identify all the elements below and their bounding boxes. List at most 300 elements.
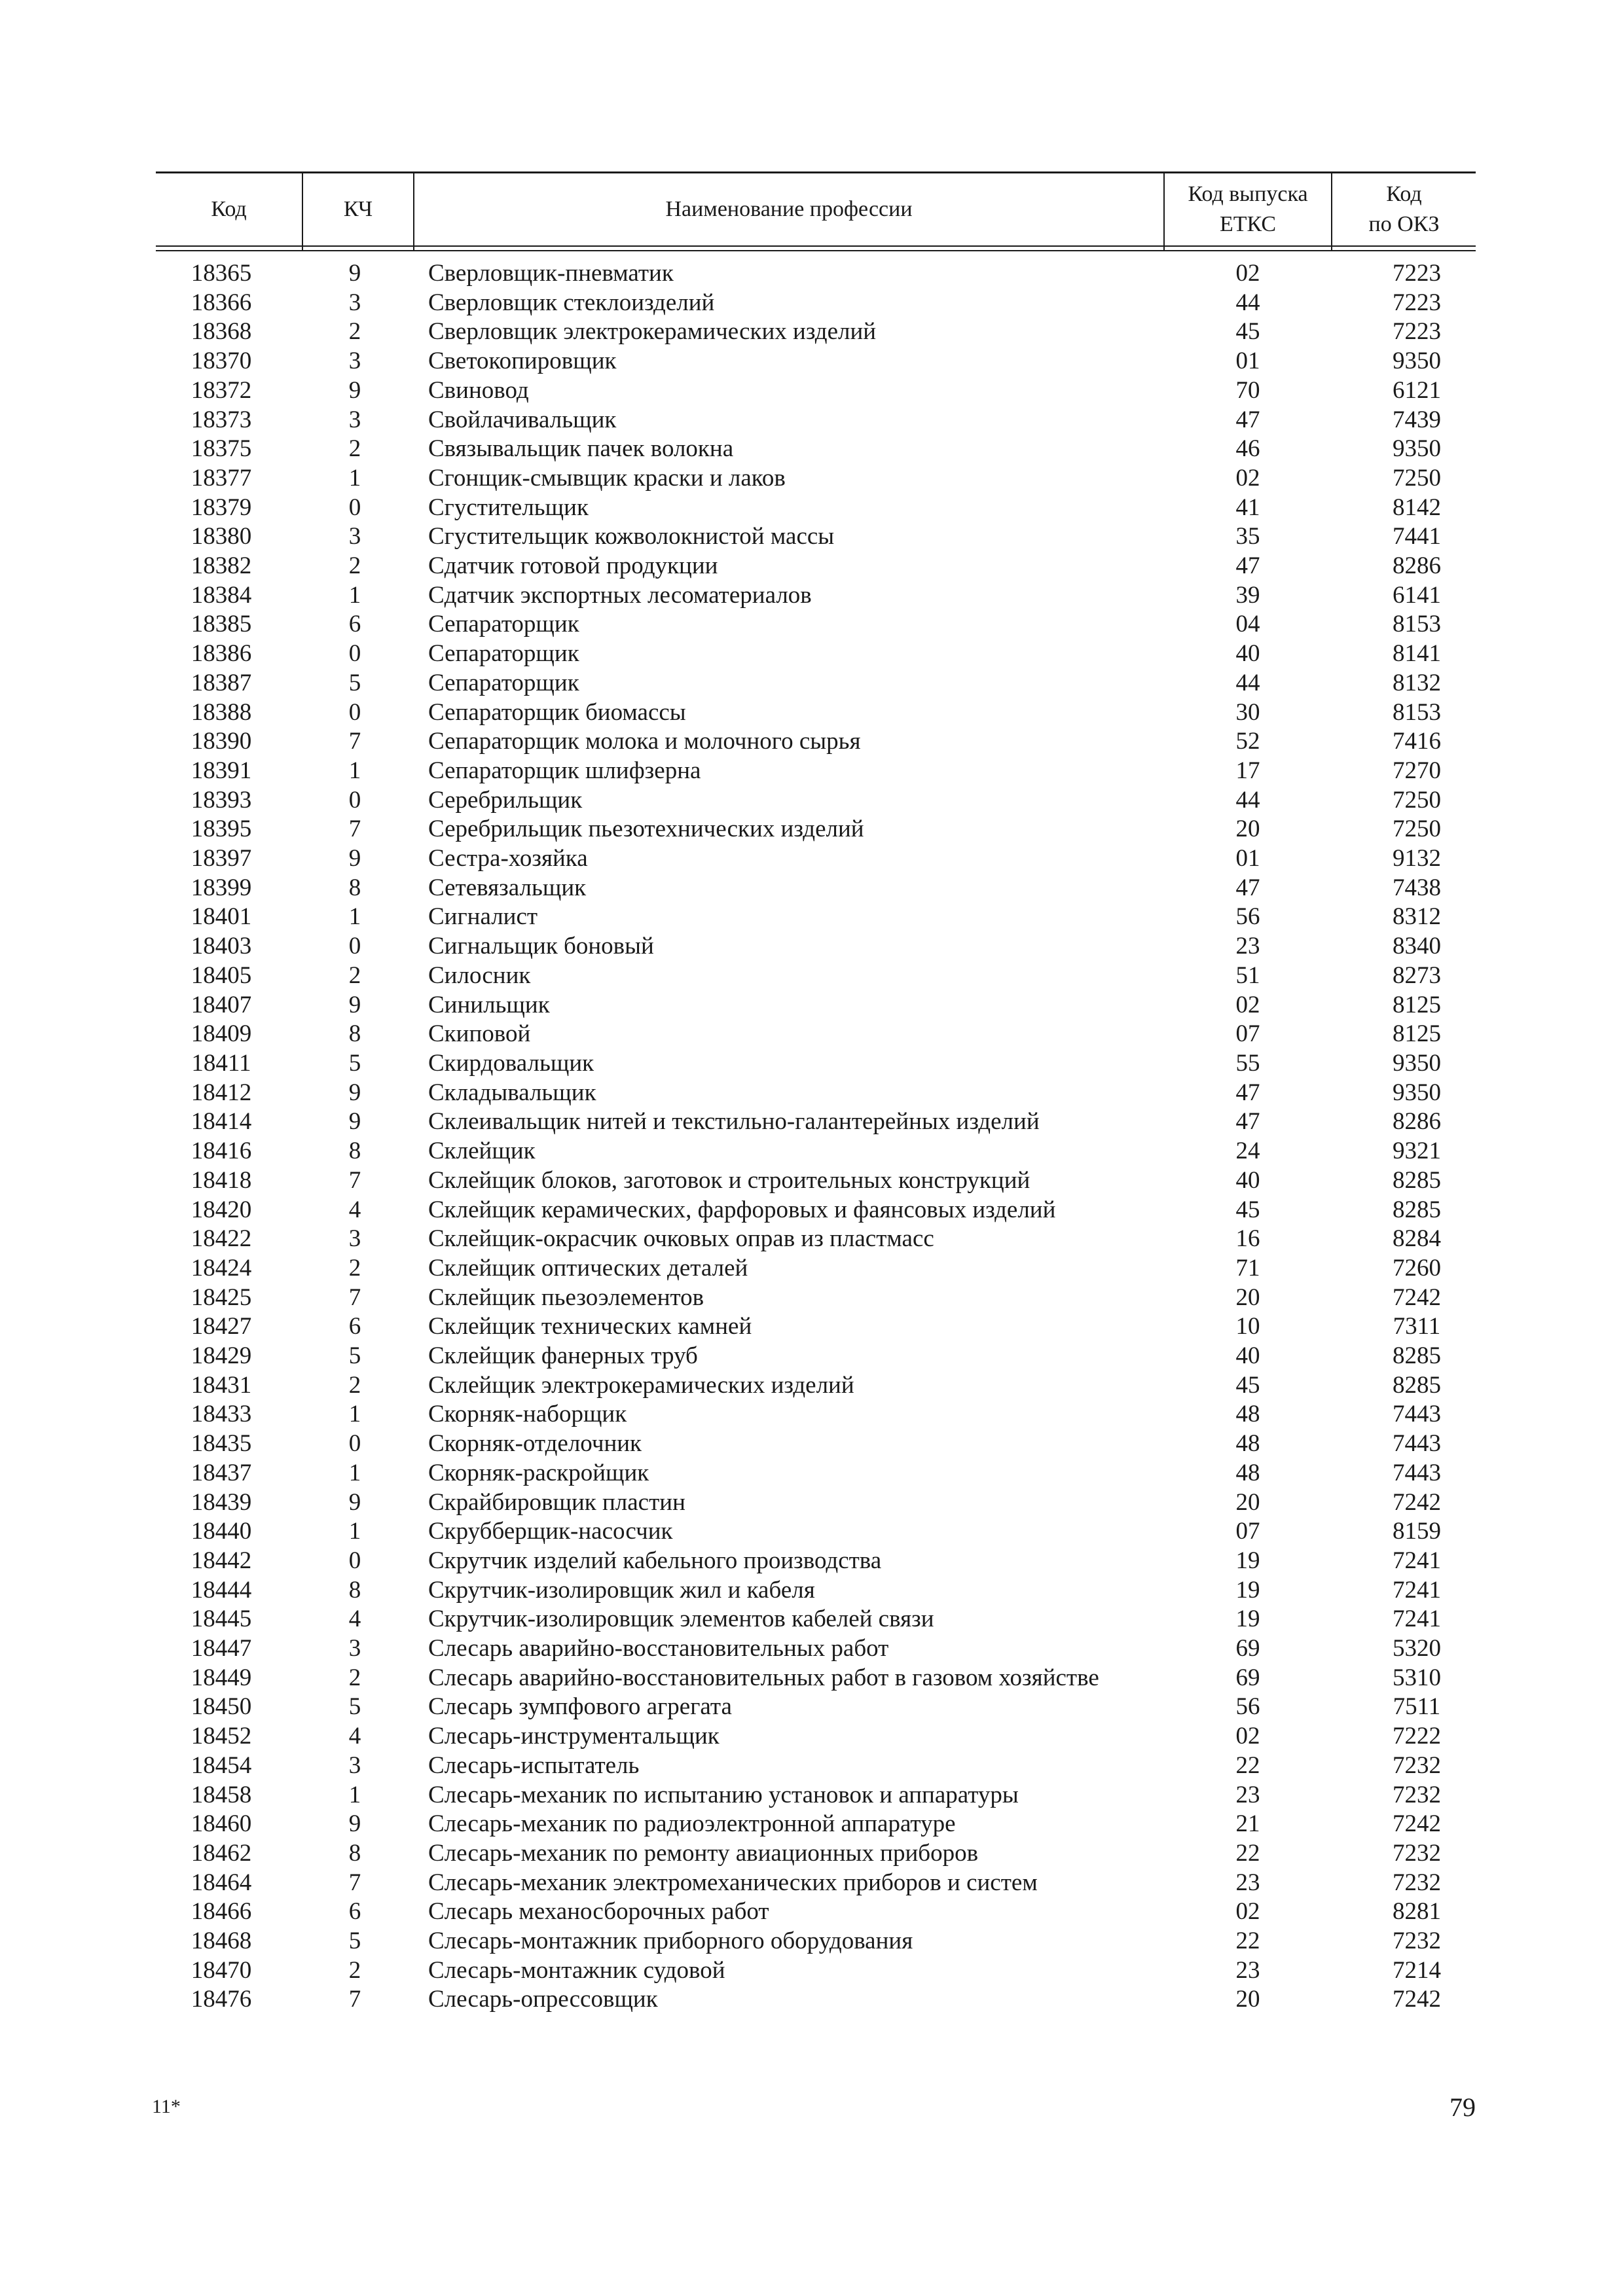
cell-name: Сепараторщик шлифзерна xyxy=(428,757,701,784)
cell-kch: 0 xyxy=(348,698,361,726)
professions-table xyxy=(156,171,1476,2015)
table-row xyxy=(156,1488,1476,1518)
cell-okz: 6121 xyxy=(1393,376,1441,404)
cell-name: Сгонщик-смывщик краски и лаков xyxy=(428,464,786,492)
cell-kch: 3 xyxy=(348,348,361,375)
table-row xyxy=(156,1897,1476,1927)
cell-etks: 30 xyxy=(1235,698,1260,726)
cell-okz: 8132 xyxy=(1393,669,1441,696)
table-row xyxy=(156,1400,1476,1429)
cell-kch: 2 xyxy=(348,1956,361,1984)
table-row xyxy=(156,874,1476,903)
professions-table-wrapper xyxy=(156,171,1476,2015)
cell-kod: 18399 xyxy=(191,874,252,901)
cell-name: Склейщик керамических, фарфоровых и фаянсовых изделий xyxy=(428,1196,1056,1223)
header-etks-line1: Код выпуска xyxy=(1188,182,1308,206)
table-row xyxy=(156,1137,1476,1166)
cell-okz: 8312 xyxy=(1393,903,1441,931)
table-row xyxy=(156,522,1476,552)
cell-etks: 35 xyxy=(1235,523,1260,550)
cell-okz: 5320 xyxy=(1393,1635,1441,1662)
cell-name: Слесарь аварийно-восстановительных работ в газовом хозяйстве xyxy=(428,1664,1099,1691)
table-row xyxy=(156,251,1476,289)
cell-okz: 8153 xyxy=(1393,698,1441,726)
cell-name: Слесарь-механик по ремонту авиационных приборов xyxy=(428,1839,979,1867)
cell-name: Сверловщик-пневматик xyxy=(428,260,674,287)
table-row xyxy=(156,435,1476,464)
cell-kch: 0 xyxy=(348,786,361,814)
cell-kch: 7 xyxy=(348,1166,361,1194)
cell-okz: 6141 xyxy=(1393,581,1441,609)
cell-name: Скирдовальщик xyxy=(428,1049,594,1077)
header-okz-line2: по ОКЗ xyxy=(1368,212,1440,236)
cell-kod: 18375 xyxy=(191,435,252,463)
cell-etks: 48 xyxy=(1235,1401,1260,1428)
cell-kod: 18405 xyxy=(191,961,252,989)
table-row xyxy=(156,1605,1476,1634)
cell-etks: 23 xyxy=(1235,1869,1260,1896)
cell-kod: 18390 xyxy=(191,728,252,755)
cell-okz: 8153 xyxy=(1393,611,1441,638)
cell-kch: 2 xyxy=(348,435,361,463)
table-row xyxy=(156,961,1476,991)
cell-okz: 7242 xyxy=(1393,1986,1441,2013)
cell-kod: 18429 xyxy=(191,1342,252,1370)
cell-kod: 18397 xyxy=(191,845,252,872)
cell-okz: 7232 xyxy=(1393,1869,1441,1896)
cell-okz: 7242 xyxy=(1393,1488,1441,1516)
table-row xyxy=(156,1781,1476,1810)
cell-okz: 7250 xyxy=(1393,786,1441,814)
cell-okz: 7270 xyxy=(1393,757,1441,784)
cell-name: Сверловщик электрокерамических изделий xyxy=(428,318,877,346)
cell-name: Слесарь аварийно-восстановительных работ xyxy=(428,1635,889,1662)
cell-etks: 45 xyxy=(1235,1371,1260,1399)
cell-etks: 69 xyxy=(1235,1664,1260,1691)
cell-name: Склейщик блоков, заготовок и строительных конструкций xyxy=(428,1166,1030,1194)
header-kch: КЧ xyxy=(302,173,414,247)
cell-kch: 6 xyxy=(348,1898,361,1926)
cell-kod: 18411 xyxy=(191,1049,251,1077)
table-row xyxy=(156,1576,1476,1605)
cell-name: Сгустительщик кожволокнистой массы xyxy=(428,523,835,550)
cell-etks: 40 xyxy=(1235,640,1260,668)
cell-name: Скорняк-отделочник xyxy=(428,1430,642,1458)
table-row xyxy=(156,317,1476,347)
cell-name: Сигнальщик боновый xyxy=(428,933,654,960)
cell-kch: 1 xyxy=(348,903,361,931)
cell-kch: 0 xyxy=(348,933,361,960)
cell-kod: 18449 xyxy=(191,1664,252,1691)
cell-etks: 19 xyxy=(1235,1576,1260,1604)
cell-okz: 9350 xyxy=(1393,348,1441,375)
cell-name: Сдатчик экспортных лесоматериалов xyxy=(428,581,812,609)
table-row xyxy=(156,376,1476,406)
cell-okz: 7443 xyxy=(1393,1430,1441,1458)
cell-name: Сдатчик готовой продукции xyxy=(428,552,718,580)
cell-kch: 3 xyxy=(348,406,361,433)
cell-okz: 7241 xyxy=(1393,1605,1441,1633)
cell-kch: 7 xyxy=(348,816,361,843)
cell-kch: 9 xyxy=(348,1108,361,1136)
cell-kod: 18373 xyxy=(191,406,252,433)
cell-okz: 7242 xyxy=(1393,1283,1441,1311)
cell-etks: 39 xyxy=(1235,581,1260,609)
cell-name: Свойлачивальщик xyxy=(428,406,617,433)
cell-kch: 1 xyxy=(348,464,361,492)
cell-etks: 20 xyxy=(1235,1488,1260,1516)
cell-kch: 4 xyxy=(348,1605,361,1633)
cell-okz: 8281 xyxy=(1393,1898,1441,1926)
cell-okz: 8125 xyxy=(1393,1020,1441,1048)
cell-kod: 18468 xyxy=(191,1928,252,1955)
cell-name: Сепараторщик молока и молочного сырья xyxy=(428,728,861,755)
cell-name: Склейщик электрокерамических изделий xyxy=(428,1371,854,1399)
cell-etks: 07 xyxy=(1235,1518,1260,1545)
cell-kod: 18435 xyxy=(191,1430,252,1458)
cell-etks: 41 xyxy=(1235,493,1260,521)
cell-etks: 20 xyxy=(1235,816,1260,843)
cell-kch: 9 xyxy=(348,845,361,872)
cell-kch: 5 xyxy=(348,1342,361,1370)
cell-okz: 9132 xyxy=(1393,845,1441,872)
cell-etks: 01 xyxy=(1235,348,1260,375)
cell-kod: 18476 xyxy=(191,1986,252,2013)
cell-name: Слесарь-монтажник приборного оборудования xyxy=(428,1928,913,1955)
cell-okz: 8286 xyxy=(1393,1108,1441,1136)
cell-name: Слесарь-монтажник судовой xyxy=(428,1956,725,1984)
cell-etks: 40 xyxy=(1235,1166,1260,1194)
cell-kch: 2 xyxy=(348,1664,361,1691)
cell-kod: 18395 xyxy=(191,816,252,843)
cell-kch: 1 xyxy=(348,1401,361,1428)
cell-okz: 8285 xyxy=(1393,1166,1441,1194)
cell-okz: 9350 xyxy=(1393,435,1441,463)
cell-kch: 2 xyxy=(348,961,361,989)
cell-etks: 44 xyxy=(1235,289,1260,316)
cell-okz: 7223 xyxy=(1393,318,1441,346)
cell-etks: 22 xyxy=(1235,1751,1260,1779)
cell-etks: 02 xyxy=(1235,1898,1260,1926)
cell-kod: 18366 xyxy=(191,289,252,316)
cell-etks: 56 xyxy=(1235,903,1260,931)
cell-kod: 18409 xyxy=(191,1020,252,1048)
table-row xyxy=(156,1810,1476,1839)
cell-etks: 24 xyxy=(1235,1138,1260,1165)
cell-okz: 7443 xyxy=(1393,1401,1441,1428)
cell-etks: 69 xyxy=(1235,1635,1260,1662)
table-row xyxy=(156,1079,1476,1108)
table-row xyxy=(156,289,1476,318)
cell-kod: 18382 xyxy=(191,552,252,580)
cell-name: Склейщик пьезоэлементов xyxy=(428,1283,704,1311)
cell-kch: 2 xyxy=(348,1371,361,1399)
cell-etks: 19 xyxy=(1235,1547,1260,1574)
cell-okz: 7511 xyxy=(1393,1693,1441,1721)
cell-okz: 8285 xyxy=(1393,1196,1441,1223)
cell-kch: 8 xyxy=(348,1576,361,1604)
cell-kod: 18454 xyxy=(191,1751,252,1779)
cell-etks: 45 xyxy=(1235,1196,1260,1223)
cell-okz: 8284 xyxy=(1393,1225,1441,1253)
cell-etks: 51 xyxy=(1235,961,1260,989)
cell-etks: 02 xyxy=(1235,464,1260,492)
cell-okz: 7242 xyxy=(1393,1810,1441,1838)
cell-okz: 7241 xyxy=(1393,1547,1441,1574)
cell-etks: 70 xyxy=(1235,376,1260,404)
cell-name: Сепараторщик xyxy=(428,611,579,638)
cell-kch: 6 xyxy=(348,611,361,638)
cell-etks: 47 xyxy=(1235,874,1260,901)
cell-kch: 0 xyxy=(348,1547,361,1574)
table-row xyxy=(156,610,1476,639)
cell-kod: 18462 xyxy=(191,1839,252,1867)
table-row xyxy=(156,406,1476,435)
cell-kod: 18414 xyxy=(191,1108,252,1136)
cell-kch: 8 xyxy=(348,1020,361,1048)
cell-kod: 18387 xyxy=(191,669,252,696)
cell-name: Склейщик-окрасчик очковых оправ из пластмасс xyxy=(428,1225,934,1253)
table-row xyxy=(156,639,1476,669)
table-row xyxy=(156,1693,1476,1722)
cell-etks: 46 xyxy=(1235,435,1260,463)
cell-kod: 18393 xyxy=(191,786,252,814)
cell-okz: 7443 xyxy=(1393,1459,1441,1486)
table-row xyxy=(156,698,1476,728)
cell-kch: 0 xyxy=(348,1430,361,1458)
cell-name: Склейщик технических камней xyxy=(428,1313,752,1340)
cell-kch: 9 xyxy=(348,1488,361,1516)
table-row xyxy=(156,1517,1476,1547)
cell-kch: 7 xyxy=(348,1283,361,1311)
table-row xyxy=(156,1956,1476,1986)
cell-kod: 18384 xyxy=(191,581,252,609)
cell-name: Склейщик фанерных труб xyxy=(428,1342,698,1370)
table-row xyxy=(156,1722,1476,1751)
cell-kch: 8 xyxy=(348,1138,361,1165)
cell-kod: 18433 xyxy=(191,1401,252,1428)
cell-name: Силосник xyxy=(428,961,531,989)
cell-okz: 9321 xyxy=(1393,1138,1441,1165)
cell-kch: 1 xyxy=(348,1781,361,1808)
cell-etks: 47 xyxy=(1235,552,1260,580)
cell-okz: 7232 xyxy=(1393,1839,1441,1867)
cell-okz: 8142 xyxy=(1393,493,1441,521)
table-row xyxy=(156,1107,1476,1137)
cell-kod: 18401 xyxy=(191,903,252,931)
cell-okz: 8141 xyxy=(1393,640,1441,668)
header-kod: Код xyxy=(156,173,302,247)
cell-kch: 9 xyxy=(348,1079,361,1106)
cell-kod: 18470 xyxy=(191,1956,252,1984)
cell-kod: 18388 xyxy=(191,698,252,726)
cell-kch: 4 xyxy=(348,1196,361,1223)
cell-etks: 17 xyxy=(1235,757,1260,784)
cell-kch: 1 xyxy=(348,1518,361,1545)
cell-okz: 7441 xyxy=(1393,523,1441,550)
cell-etks: 44 xyxy=(1235,669,1260,696)
cell-name: Сверловщик стеклоизделий xyxy=(428,289,715,316)
cell-etks: 07 xyxy=(1235,1020,1260,1048)
cell-kch: 9 xyxy=(348,1810,361,1838)
cell-name: Скрубберщик-насосчик xyxy=(428,1518,673,1545)
cell-etks: 01 xyxy=(1235,845,1260,872)
cell-kch: 4 xyxy=(348,1723,361,1750)
cell-kod: 18372 xyxy=(191,376,252,404)
cell-kch: 1 xyxy=(348,757,361,784)
cell-kod: 18418 xyxy=(191,1166,252,1194)
table-row xyxy=(156,493,1476,523)
cell-kod: 18442 xyxy=(191,1547,252,1574)
cell-kod: 18424 xyxy=(191,1254,252,1282)
cell-name: Слесарь зумпфового агрегата xyxy=(428,1693,732,1721)
cell-etks: 19 xyxy=(1235,1605,1260,1633)
cell-etks: 47 xyxy=(1235,1108,1260,1136)
cell-etks: 55 xyxy=(1235,1049,1260,1077)
cell-name: Скрайбировщик пластин xyxy=(428,1488,685,1516)
cell-etks: 02 xyxy=(1235,991,1260,1018)
cell-etks: 47 xyxy=(1235,1079,1260,1106)
cell-name: Скрутчик-изолировщик элементов кабелей связи xyxy=(428,1605,934,1633)
table-row xyxy=(156,727,1476,757)
cell-kod: 18425 xyxy=(191,1283,252,1311)
cell-name: Слесарь-инструментальщик xyxy=(428,1723,720,1750)
cell-name: Сетевязальщик xyxy=(428,874,587,901)
cell-okz: 8285 xyxy=(1393,1342,1441,1370)
cell-kod: 18450 xyxy=(191,1693,252,1721)
cell-etks: 02 xyxy=(1235,1723,1260,1750)
cell-kch: 9 xyxy=(348,991,361,1018)
cell-okz: 7232 xyxy=(1393,1751,1441,1779)
cell-kod: 18464 xyxy=(191,1869,252,1896)
cell-name: Сгустительщик xyxy=(428,493,589,521)
cell-name: Слесарь-испытатель xyxy=(428,1751,640,1779)
table-row xyxy=(156,786,1476,816)
cell-kch: 3 xyxy=(348,1751,361,1779)
table-row xyxy=(156,1371,1476,1401)
cell-kch: 1 xyxy=(348,1459,361,1486)
table-row xyxy=(156,464,1476,493)
cell-etks: 52 xyxy=(1235,728,1260,755)
cell-name: Складывальщик xyxy=(428,1079,596,1106)
signature-mark: 11* xyxy=(152,2096,181,2117)
header-etks-line2: ЕТКС xyxy=(1219,212,1277,236)
cell-kch: 9 xyxy=(348,260,361,287)
cell-kod: 18466 xyxy=(191,1898,252,1926)
cell-name: Скиповой xyxy=(428,1020,531,1048)
cell-name: Скорняк-раскройщик xyxy=(428,1459,649,1486)
cell-kod: 18385 xyxy=(191,611,252,638)
cell-kch: 2 xyxy=(348,318,361,346)
cell-kod: 18412 xyxy=(191,1079,252,1106)
cell-kod: 18431 xyxy=(191,1371,252,1399)
cell-okz: 7250 xyxy=(1393,816,1441,843)
cell-name: Серебрильщик пьезотехнических изделий xyxy=(428,816,864,843)
cell-okz: 9350 xyxy=(1393,1079,1441,1106)
cell-name: Связывальщик пачек волокна xyxy=(428,435,734,463)
table-row xyxy=(156,1196,1476,1225)
cell-name: Светокопировщик xyxy=(428,348,617,375)
cell-kch: 3 xyxy=(348,1635,361,1662)
cell-name: Свиновод xyxy=(428,376,529,404)
cell-okz: 7223 xyxy=(1393,289,1441,316)
header-etks xyxy=(1164,173,1332,247)
cell-okz: 7232 xyxy=(1393,1928,1441,1955)
cell-okz: 8285 xyxy=(1393,1371,1441,1399)
cell-name: Скрутчик-изолировщик жил и кабеля xyxy=(428,1576,815,1604)
cell-kch: 0 xyxy=(348,640,361,668)
table-row xyxy=(156,1927,1476,1956)
cell-kod: 18386 xyxy=(191,640,252,668)
cell-name: Склеивальщик нитей и текстильно-галантерейных изделий xyxy=(428,1108,1040,1136)
cell-name: Склейщик xyxy=(428,1138,536,1165)
cell-etks: 20 xyxy=(1235,1986,1260,2013)
cell-name: Слесарь-механик по испытанию установок и аппаратуры xyxy=(428,1781,1019,1808)
cell-etks: 04 xyxy=(1235,611,1260,638)
table-row xyxy=(156,844,1476,874)
cell-etks: 10 xyxy=(1235,1313,1260,1340)
table-row xyxy=(156,347,1476,376)
cell-etks: 16 xyxy=(1235,1225,1260,1253)
cell-kch: 3 xyxy=(348,1225,361,1253)
cell-okz: 7222 xyxy=(1393,1723,1441,1750)
cell-etks: 23 xyxy=(1235,933,1260,960)
cell-kch: 7 xyxy=(348,1986,361,2013)
cell-okz: 5310 xyxy=(1393,1664,1441,1691)
cell-etks: 20 xyxy=(1235,1283,1260,1311)
cell-kod: 18370 xyxy=(191,348,252,375)
cell-kod: 18445 xyxy=(191,1605,252,1633)
cell-kch: 3 xyxy=(348,289,361,316)
cell-name: Сестра-хозяйка xyxy=(428,845,588,872)
cell-kch: 7 xyxy=(348,728,361,755)
table-row xyxy=(156,1839,1476,1869)
cell-kod: 18452 xyxy=(191,1723,252,1750)
cell-etks: 71 xyxy=(1235,1254,1260,1282)
cell-etks: 56 xyxy=(1235,1693,1260,1721)
table-row xyxy=(156,1166,1476,1196)
table-row xyxy=(156,1634,1476,1664)
header-name: Наименование профессии xyxy=(414,173,1164,247)
table-row xyxy=(156,1283,1476,1313)
table-row xyxy=(156,1342,1476,1371)
table-row xyxy=(156,1869,1476,1898)
cell-okz: 8125 xyxy=(1393,991,1441,1018)
table-row xyxy=(156,757,1476,786)
cell-name: Слесарь механосборочных работ xyxy=(428,1898,769,1926)
cell-okz: 8286 xyxy=(1393,552,1441,580)
cell-kod: 18437 xyxy=(191,1459,252,1486)
cell-etks: 48 xyxy=(1235,1459,1260,1486)
cell-etks: 47 xyxy=(1235,406,1260,433)
cell-okz: 7439 xyxy=(1393,406,1441,433)
cell-name: Скорняк-наборщик xyxy=(428,1401,627,1428)
cell-kch: 8 xyxy=(348,874,361,901)
table-row xyxy=(156,1985,1476,2015)
cell-kod: 18391 xyxy=(191,757,252,784)
cell-okz: 8159 xyxy=(1393,1518,1441,1545)
cell-kch: 5 xyxy=(348,1693,361,1721)
table-row xyxy=(156,669,1476,698)
cell-kod: 18439 xyxy=(191,1488,252,1516)
cell-kod: 18460 xyxy=(191,1810,252,1838)
cell-okz: 7260 xyxy=(1393,1254,1441,1282)
cell-kod: 18407 xyxy=(191,991,252,1018)
cell-etks: 22 xyxy=(1235,1839,1260,1867)
cell-kod: 18447 xyxy=(191,1635,252,1662)
cell-okz: 7223 xyxy=(1393,260,1441,287)
cell-etks: 23 xyxy=(1235,1781,1260,1808)
